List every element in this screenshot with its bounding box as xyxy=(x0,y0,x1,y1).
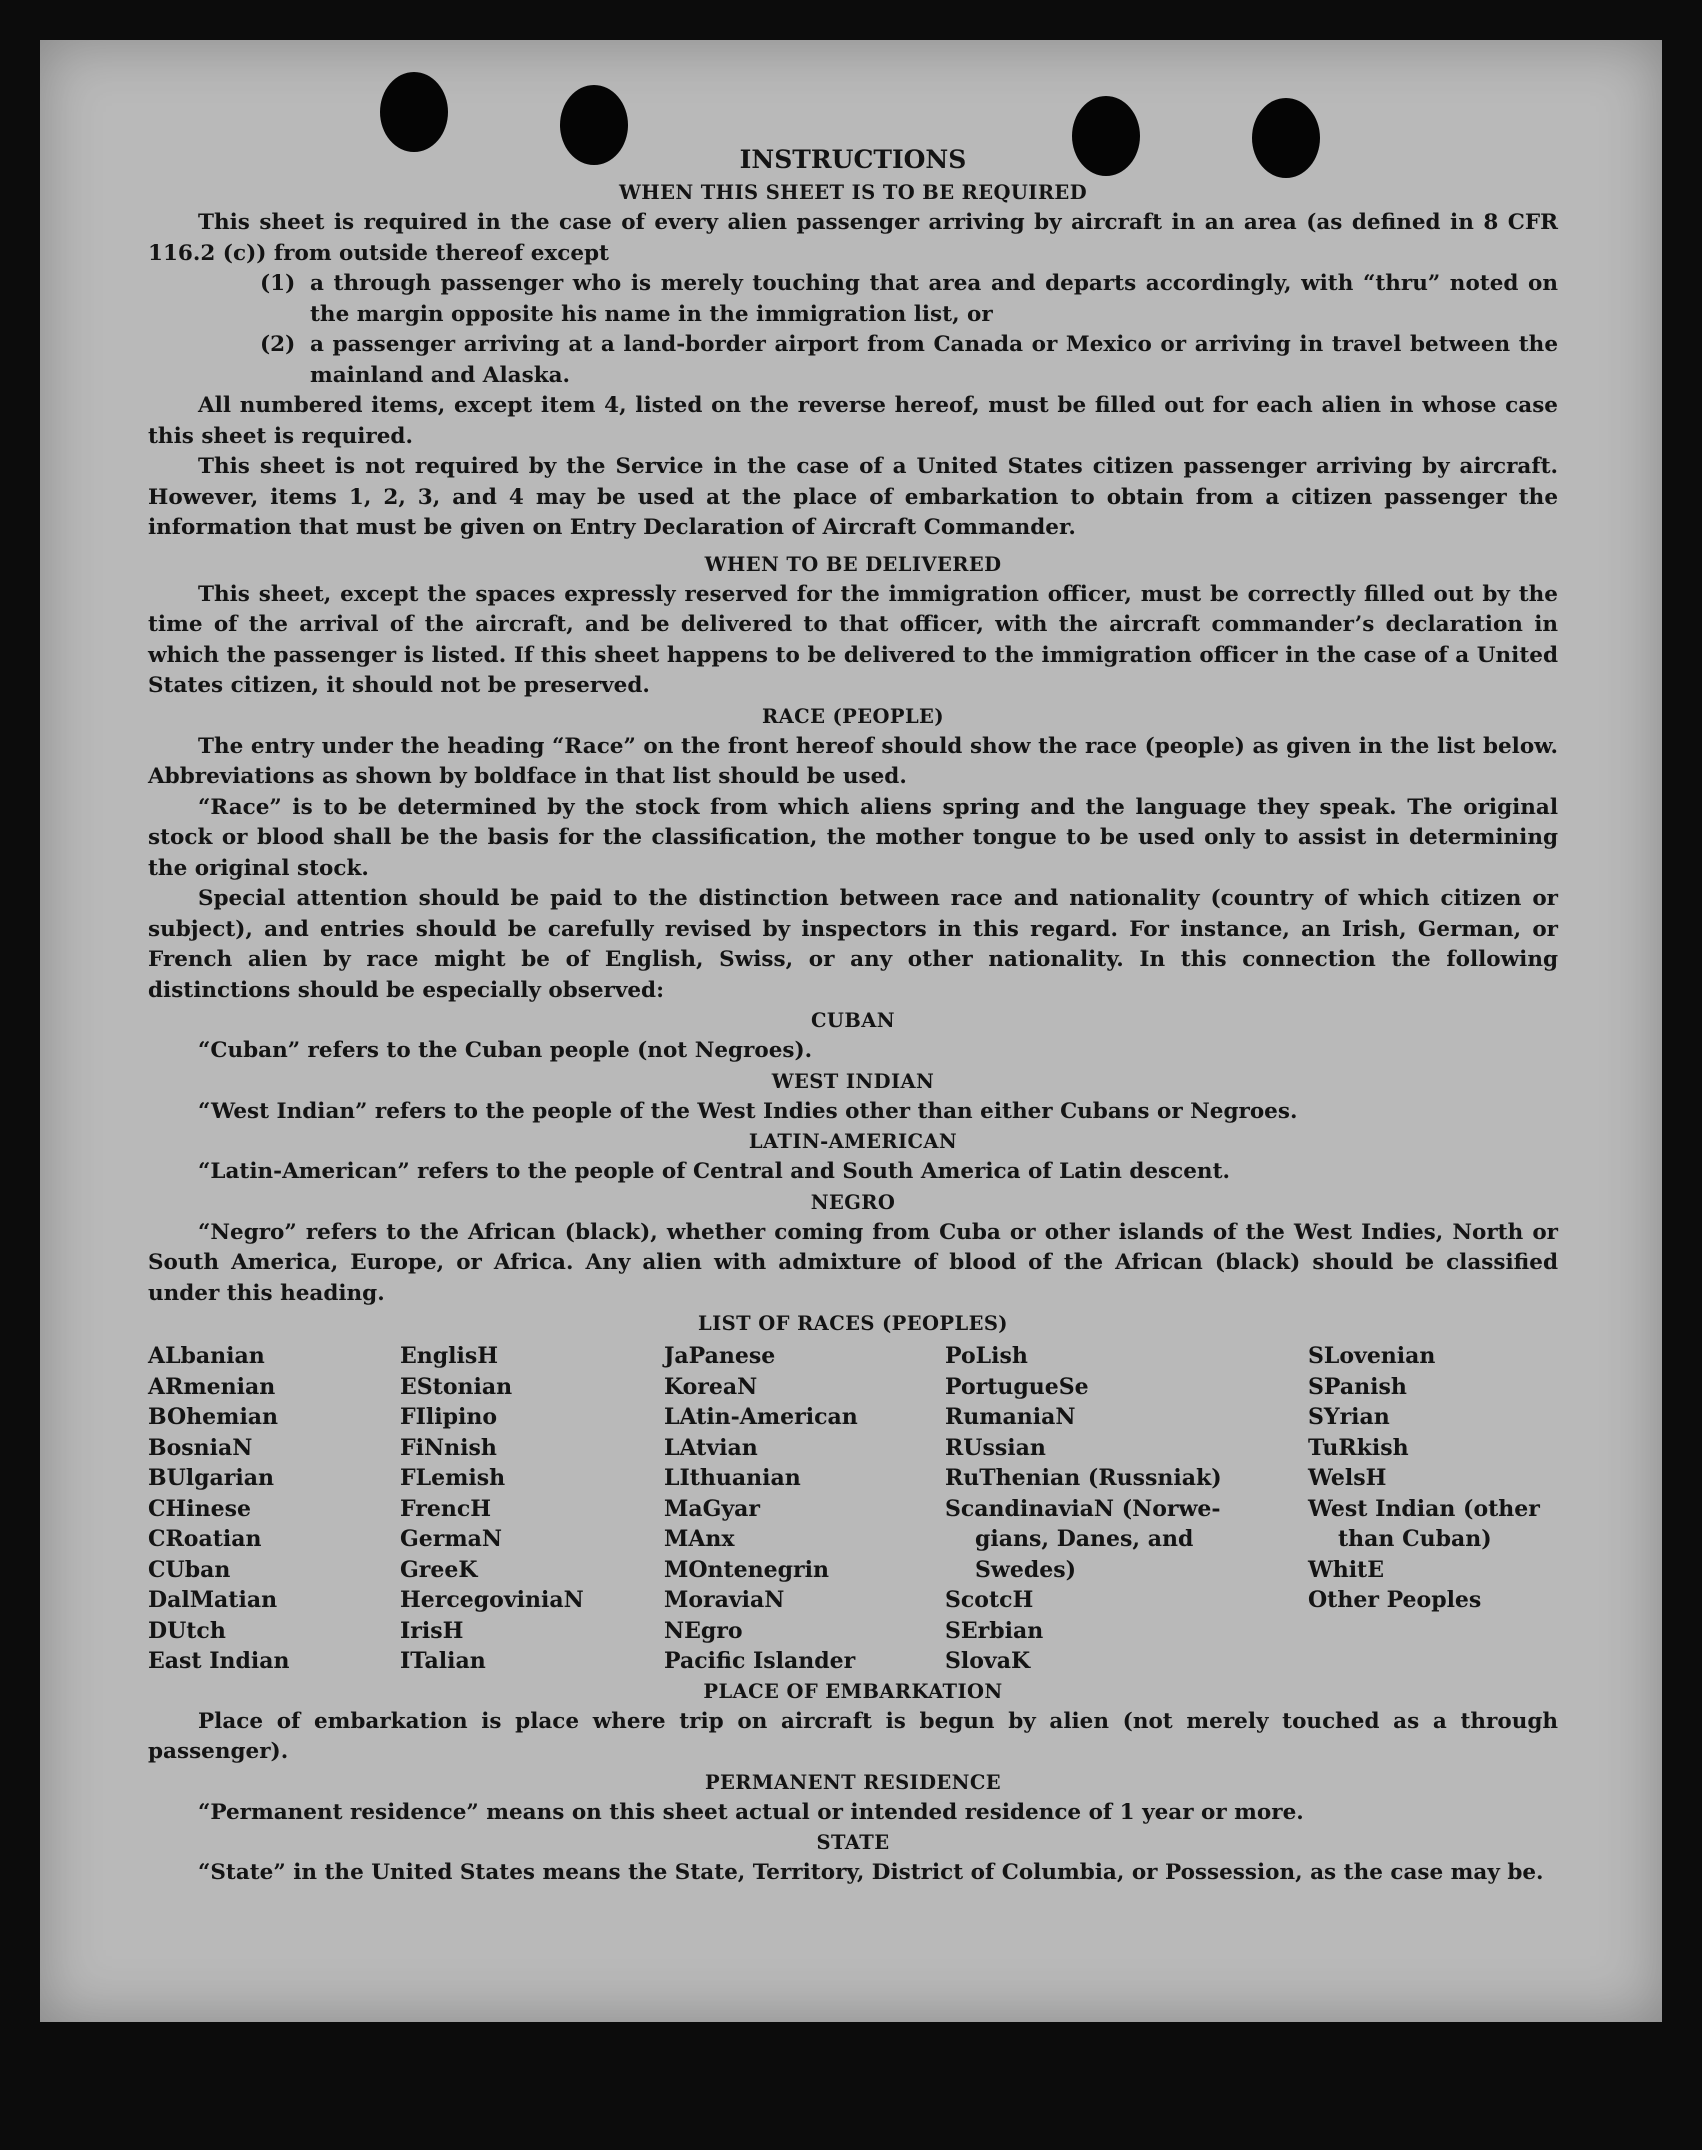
race-column xyxy=(664,1341,945,1677)
section-heading: WEST INDIAN xyxy=(771,1069,935,1093)
race-column xyxy=(400,1341,664,1677)
race-entry: than Cuban) xyxy=(1338,1526,1492,1552)
race-entry: IrisH xyxy=(400,1617,464,1644)
item-text: a through passenger who is merely touching that area and departs accordingly, with “thru” noted on the margin opposite his name in the immigration list, or xyxy=(310,271,1558,327)
paragraph: “West Indian” refers to the people of the West Indies other than either Cubans or Negroes. xyxy=(198,1098,1298,1124)
section-heading: STATE xyxy=(816,1831,890,1854)
race-entry: LAtvian xyxy=(664,1434,758,1461)
paragraph: This sheet, except the spaces expressly reserved for the immigration officer, must be correctly filled out by the time of the arrival of the aircraft, and be delivered to that officer, with the aircraft commander’s declaration in which the passenger is listed. If this sheet happens to be delivered to the immigration officer in the case of a United States citizen, it should not be preserved. xyxy=(148,581,1558,698)
race-entry: FLemish xyxy=(400,1465,506,1491)
race-entry: BOhemian xyxy=(148,1404,279,1430)
document-sheet xyxy=(40,40,1662,2022)
race-entry: EnglisH xyxy=(400,1343,499,1369)
paragraph: All numbered items, except item 4, listed on the reverse hereof, must be filled out for each alien in whose case this sheet is required. xyxy=(148,393,1558,449)
race-entry: Pacific Islander xyxy=(664,1648,856,1674)
race-entry: ScandinaviaN (Norwe- xyxy=(945,1495,1221,1522)
race-entry: FiNnish xyxy=(400,1434,497,1461)
race-entry: PoLish xyxy=(945,1343,1028,1369)
race-entry: SErbian xyxy=(945,1617,1044,1644)
race-entry: WhitE xyxy=(1308,1556,1384,1583)
section-heading: NEGRO xyxy=(810,1190,896,1214)
race-entry: Swedes) xyxy=(975,1556,1076,1583)
instructions-content xyxy=(148,122,1558,1889)
list-item xyxy=(148,330,1558,391)
race-entry: GermaN xyxy=(400,1526,503,1552)
section-heading: CUBAN xyxy=(811,1009,895,1032)
race-entry: JaPanese xyxy=(664,1343,776,1369)
race-entry: TuRkish xyxy=(1308,1434,1409,1461)
section-heading: PERMANENT RESIDENCE xyxy=(704,1770,1002,1794)
race-entry: MoraviaN xyxy=(664,1587,785,1613)
paragraph: “Latin-American” refers to the people of Central and South America of Latin descent. xyxy=(198,1159,1230,1184)
section-heading: LATIN-AMERICAN xyxy=(748,1130,958,1153)
race-entry: MaGyar xyxy=(664,1495,761,1522)
race-entry: LAtin-American xyxy=(664,1404,858,1430)
race-entry: GreeK xyxy=(400,1556,478,1583)
race-entry: SYrian xyxy=(1308,1404,1390,1430)
section-heading: WHEN THIS SHEET IS TO BE REQUIRED xyxy=(618,181,1088,204)
race-entry: Other Peoples xyxy=(1308,1587,1482,1613)
section-heading: PLACE OF EMBARKATION xyxy=(703,1679,1003,1703)
race-entry: MAnx xyxy=(664,1526,735,1552)
section-heading: RACE (PEOPLE) xyxy=(762,704,944,728)
race-entry: BUlgarian xyxy=(148,1465,274,1491)
race-entry: FIlipino xyxy=(400,1404,498,1430)
race-column xyxy=(945,1341,1308,1677)
race-entry: RuThenian (Russniak) xyxy=(945,1465,1222,1491)
race-entry: ARmenian xyxy=(148,1373,276,1400)
item-text: a passenger arriving at a land-border airport from Canada or Mexico or arriving in travel between the mainland and Alaska. xyxy=(310,332,1558,388)
race-entry: LIthuanian xyxy=(664,1465,801,1491)
race-entry: West Indian (other xyxy=(1308,1495,1540,1522)
race-entry: DUtch xyxy=(148,1617,226,1644)
race-list xyxy=(148,1341,1558,1677)
paragraph: Place of embarkation is place where trip on aircraft is begun by alien (not merely touched as a through passenger). xyxy=(148,1708,1558,1764)
race-entry: SlovaK xyxy=(945,1648,1031,1674)
paragraph: The entry under the heading “Race” on the front hereof should show the race (people) as given in the list below. Abbreviations as shown by boldface in that list should be used. xyxy=(148,733,1558,789)
race-column xyxy=(1308,1341,1558,1677)
section-heading: WHEN TO BE DELIVERED xyxy=(704,552,1002,576)
race-entry: ScotcH xyxy=(945,1587,1034,1613)
race-entry: FrencH xyxy=(400,1495,491,1522)
race-entry: CHinese xyxy=(148,1495,252,1522)
race-entry: gians, Danes, and xyxy=(975,1526,1194,1552)
race-entry: BosniaN xyxy=(148,1434,253,1461)
paragraph: “Negro” refers to the African (black), whether coming from Cuba or other islands of the West Indies, North or South America, Europe, or Africa. Any alien with admixture of blood of the African (black) should be classified under this heading. xyxy=(148,1219,1558,1306)
race-entry: NEgro xyxy=(664,1617,743,1644)
race-entry: HercegoviniaN xyxy=(400,1587,584,1613)
page-title: INSTRUCTIONS xyxy=(739,145,967,174)
race-entry: ITalian xyxy=(400,1648,486,1674)
race-entry: RumaniaN xyxy=(945,1404,1076,1430)
paragraph: Special attention should be paid to the distinction between race and nationality (country of which citizen or subject), and entries should be carefully revised by inspectors in this regard. For instance, an Irish, German, or French alien by race might be of English, Swiss, or any other nationality. In this connection the following distinctions should be especially observed: xyxy=(148,886,1558,1003)
race-entry: EStonian xyxy=(400,1373,513,1400)
paragraph: This sheet is required in the case of every alien passenger arriving by aircraft in an area (as defined in 8 CFR 116.2 (c)) from outside thereof except xyxy=(148,210,1558,266)
race-entry: East Indian xyxy=(148,1648,290,1674)
race-entry: ALbanian xyxy=(148,1343,265,1369)
race-entry: SLovenian xyxy=(1308,1343,1436,1369)
item-number: (2) xyxy=(260,332,296,357)
race-entry: CRoatian xyxy=(148,1526,262,1552)
paragraph: “Cuban” refers to the Cuban people (not Negroes). xyxy=(198,1038,813,1063)
race-entry: SPanish xyxy=(1308,1373,1407,1400)
paragraph: “State” in the United States means the State, Territory, District of Columbia, or Possession, as the case may be. xyxy=(198,1860,1544,1885)
race-entry: RUssian xyxy=(945,1434,1046,1461)
item-number: (1) xyxy=(260,271,296,296)
race-entry: PortugueSe xyxy=(945,1373,1089,1400)
paragraph: This sheet is not required by the Service in the case of a United States citizen passenger arriving by aircraft. However, items 1, 2, 3, and 4 may be used at the place of embarkation to obtain from a citizen passenger the information that must be given on Entry Declaration of Aircraft Commander. xyxy=(148,454,1558,540)
section-heading: LIST OF RACES (PEOPLES) xyxy=(698,1312,1008,1335)
race-entry: WelsH xyxy=(1308,1465,1387,1491)
race-column xyxy=(148,1341,400,1677)
race-entry: MOntenegrin xyxy=(664,1556,829,1583)
race-entry: KoreaN xyxy=(664,1373,758,1400)
race-entry: CUban xyxy=(148,1556,231,1583)
race-entry: DalMatian xyxy=(148,1587,278,1613)
paragraph: “Permanent residence” means on this sheet actual or intended residence of 1 year or more. xyxy=(198,1799,1304,1825)
paragraph: “Race” is to be determined by the stock from which aliens spring and the language they speak. The original stock or blood shall be the basis for the classification, the mother tongue to be used only to assist in determining the original stock. xyxy=(148,794,1558,881)
list-item xyxy=(148,269,1558,330)
